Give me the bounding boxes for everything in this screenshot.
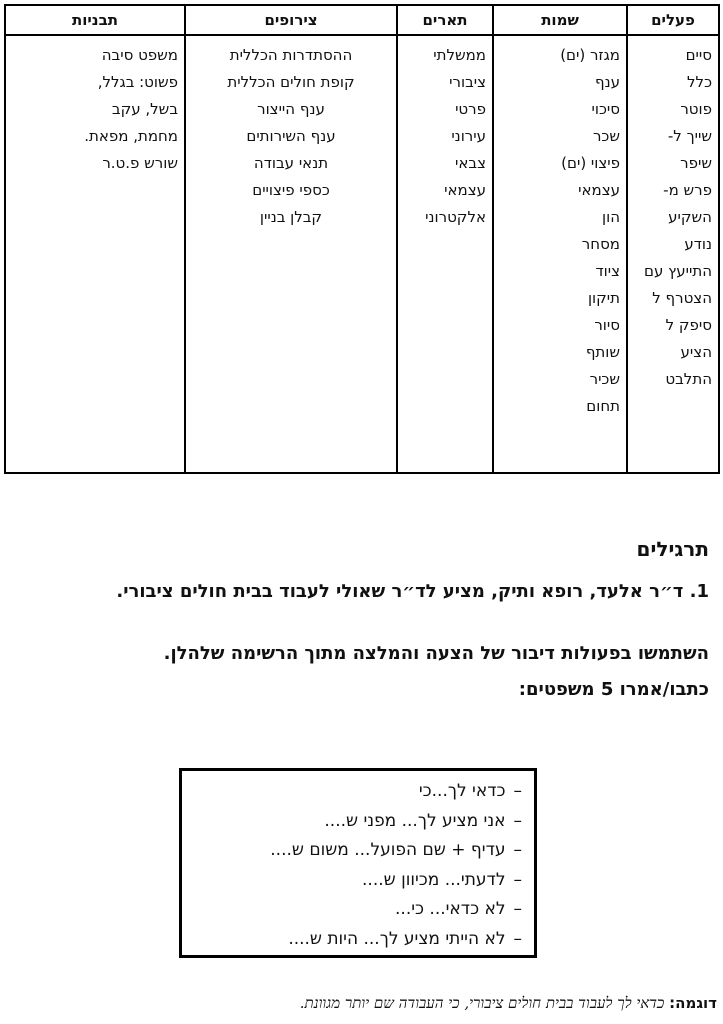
- verb-item: סיפק ל: [665, 316, 712, 334]
- verb-item: נודע: [684, 235, 712, 253]
- phrase-box-text: לא כדאי... כי...: [395, 899, 506, 919]
- noun-item: תיקון: [587, 289, 620, 307]
- noun-item: מגזר (ים): [560, 46, 620, 64]
- dash-marker: –: [513, 869, 522, 890]
- noun-item: שותף: [585, 343, 620, 361]
- phrase-box-item: [194, 807, 522, 837]
- exercise-instruction: השתמשו בפעולות דיבור של הצעה והמלצה מתוך הרשימה שלהלן.: [163, 643, 709, 664]
- nouns-column: [493, 35, 627, 473]
- structures-column: [5, 35, 185, 473]
- header-verbs: פעלים: [627, 5, 719, 35]
- phrase-box-text: כדאי לך...כי: [418, 781, 506, 801]
- phrase-box-item: [194, 925, 522, 955]
- noun-item: פיצוי (ים): [561, 154, 620, 172]
- phrase-list: [194, 777, 522, 954]
- dash-marker: –: [513, 810, 522, 831]
- phrase-box-item: [194, 777, 522, 807]
- adjective-item: ממשלתי: [433, 46, 486, 64]
- verb-item: פרש מ-: [663, 181, 712, 199]
- phrase-item: קבלן בניין: [259, 208, 323, 226]
- phrase-item: תנאי עבודה: [253, 154, 329, 172]
- exercise-write-prompt: כתבו/אמרו 5 משפטים:: [518, 679, 709, 700]
- phrase-box-item: [194, 895, 522, 925]
- vocabulary-table: [4, 4, 720, 474]
- phrase-item: קופת חולים הכללית: [227, 73, 355, 91]
- verbs-column: [627, 35, 719, 473]
- verb-item: שייך ל-: [667, 127, 712, 145]
- noun-item: שכיר: [589, 370, 620, 388]
- structure-item: משפט סיבה: [101, 46, 178, 64]
- verb-item: כלל: [687, 73, 712, 91]
- verb-item: סיים: [685, 46, 712, 64]
- structure-item: שורש פ.ט.ר: [102, 154, 178, 172]
- header-structures: תבניות: [5, 5, 185, 35]
- phrase-item: כספי פיצויים: [252, 181, 330, 199]
- exercise-question-1: 1. ד״ר אלעד, רופא ותיק, מציע לד״ר שאולי לעבוד בבית חולים ציבורי.: [116, 581, 709, 602]
- header-phrases: צירופים: [185, 5, 397, 35]
- phrase-item: ענף השירותים: [246, 127, 336, 145]
- adjective-item: אלקטרוני: [425, 208, 486, 226]
- structure-item: מחמת, מפאת.: [84, 127, 178, 145]
- dash-marker: –: [513, 840, 522, 860]
- phrases-column: [185, 35, 397, 473]
- phrase-box-text: עדיף + שם הפועל... משום ש....: [270, 840, 506, 860]
- adjective-item: עירוני: [451, 127, 486, 145]
- exercises-title: תרגילים: [636, 537, 709, 561]
- phrase-box-text: לדעתי... מכיוון ש....: [362, 869, 506, 890]
- dash-marker: –: [513, 781, 522, 801]
- phrase-box-text: לא הייתי מציע לך... היות ש....: [288, 928, 506, 949]
- noun-item: סיור: [594, 316, 620, 334]
- noun-item: תחום: [586, 397, 620, 415]
- verb-item: הצטרף ל: [652, 289, 712, 307]
- adjective-item: עצמאי: [444, 181, 486, 199]
- noun-item: שכר: [592, 127, 620, 145]
- example-text: כדאי לך לעבוד בבית חולים ציבורי, כי העבודה שם יותר מגוונת.: [299, 994, 665, 1012]
- adjectives-column: [397, 35, 493, 473]
- phrase-item: ענף הייצור: [257, 100, 325, 118]
- structure-item: בשל, עקב: [111, 100, 178, 118]
- structure-item: פשוט: בגלל,: [97, 73, 178, 91]
- adjective-item: פרטי: [455, 100, 486, 118]
- phrase-box-item: [194, 836, 522, 866]
- verb-item: שיפר: [680, 154, 712, 172]
- noun-item: ענף: [595, 73, 620, 91]
- example-label: דוגמה:: [669, 994, 717, 1012]
- noun-item: מסחר: [581, 235, 620, 253]
- noun-item: סיכוי: [591, 100, 620, 118]
- header-nouns: שמות: [493, 5, 627, 35]
- header-adjectives: תארים: [397, 5, 493, 35]
- noun-item: הון: [602, 208, 620, 226]
- dash-marker: –: [513, 928, 522, 949]
- adjective-item: צבאי: [455, 154, 486, 172]
- noun-item: עצמאי: [578, 181, 620, 199]
- example-line: [300, 994, 717, 1013]
- verb-item: השקיע: [668, 208, 712, 226]
- verb-item: הציע: [680, 343, 712, 361]
- noun-item: ציוד: [595, 262, 620, 280]
- adjective-item: ציבורי: [449, 73, 486, 91]
- verb-item: התייעץ עם: [644, 262, 712, 280]
- dash-marker: –: [513, 899, 522, 919]
- phrase-item: ההסתדרות הכללית: [229, 46, 353, 64]
- phrase-box: [179, 768, 537, 958]
- phrase-box-text: אני מציע לך... מפני ש....: [324, 810, 506, 831]
- phrase-box-item: [194, 866, 522, 896]
- verb-item: פוטר: [680, 100, 712, 118]
- verb-item: התלבט: [665, 370, 712, 388]
